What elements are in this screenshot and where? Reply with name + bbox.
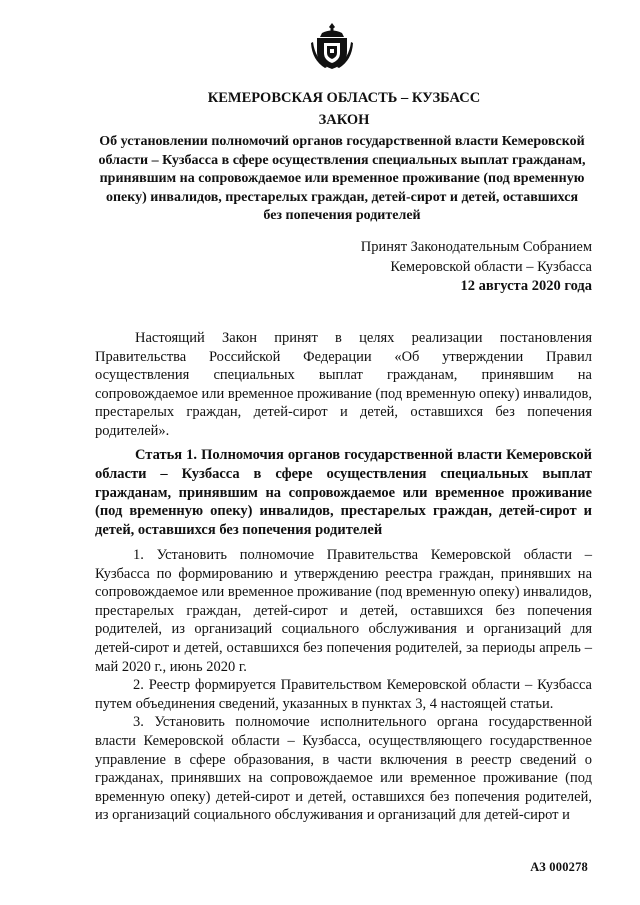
article-1-heading: Статья 1. Полномочия органов государственной власти Кемеровской области – Кузбасса в сфере осуществления специальных выплат гражданам, принявшим на сопровождаемое или временное проживание (под временную опеку) инвалидов, престарелых граждан, детей-сирот и детей, оставшихся без попечения родителей [95, 447, 592, 539]
article-item-3: 3. Установить полномочие исполнительного органа государственной власти Кемеровской области – Кузбасса, осуществляющего государственное управление в сфере образования, в части включения в реестр сведений о гражданах, принявших на сопровождаемое или временное проживание (под временную опеку) детей-сирот и детей, оставшихся без попечения родителей, из организаций социального обслуживания и организаций для детей-сирот и [95, 714, 592, 824]
region-heading: КЕМЕРОВСКАЯ ОБЛАСТЬ – КУЗБАСС [207, 90, 481, 106]
form-serial-number: АЗ 000278 [530, 860, 588, 874]
coat-of-arms-emblem [311, 22, 353, 70]
article-item-1: 1. Установить полномочие Правительства Кемеровской области – Кузбасса по формированию и утверждению реестра граждан, принявших на сопровождаемое или временное проживание (под временную опеку) инвалидов, престарелых граждан, детей-сирот и детей, оставшихся без попечения родителей, из организаций социального обслуживания и организаций для детей-сирот и детей, оставшихся без попечения родителей, за периоды апрель – май 2020 г., июнь 2020 г. [95, 547, 593, 675]
adoption-line-2: Кемеровской области – Кузбасса [390, 258, 592, 275]
adoption-line-1: Принят Законодательным Собранием [360, 239, 592, 255]
document-type-heading: ЗАКОН [318, 112, 370, 128]
preamble [95, 329, 592, 441]
adoption-date: 12 августа 2020 года [460, 278, 592, 294]
preamble-text: Настоящий Закон принят в целях реализации постановления Правительства Российской Федерации «Об утверждении Правил осуществления специальных выплат гражданам, принявшим на сопровождаемое или временное проживание (под временную опеку) инвалидов, престарелых граждан, детей-сирот и детей, оставшихся без попечения родителей». [95, 330, 593, 439]
article-1-heading-block [95, 446, 592, 540]
law-title: Об установлении полномочий органов государственной власти Кемеровской области – Кузбасса в сфере осуществления специальных выплат гражданам, принявшим на сопровождаемое или временное проживание (под временную опеку) инвалидов, престарелых граждан, детей-сирот и детей, оставшихся без попечения родителей [98, 134, 586, 223]
article-item-2: 2. Реестр формируется Правительством Кемеровской области – Кузбасса путем объединения сведений, указанных в пунктах 3, 4 настоящей статьи. [95, 677, 592, 712]
article-1-items [95, 546, 592, 825]
adoption-block [361, 238, 592, 297]
